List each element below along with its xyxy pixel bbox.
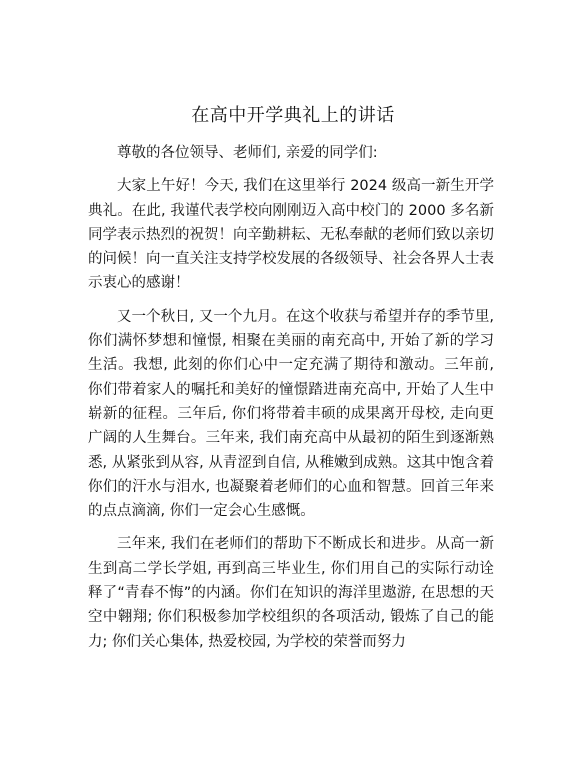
document-title: 在高中开学典礼上的讲话 bbox=[191, 105, 395, 126]
document-body bbox=[88, 141, 494, 654]
salutation: 尊敬的各位领导、老师们, 亲爱的同学们: bbox=[117, 145, 378, 161]
paragraph-1: 大家上午好！今天, 我们在这里举行 2024 级高一新生开学典礼。在此, 我谨代表学校向刚刚迈入高中校门的 2000 多名新同学表示热烈的祝贺！向辛勤耕耘、无私奉献的老师们致以亲切的问候！向一直关注支持学校发展的各级领导、社会各界人士表示衷心的感谢！ bbox=[88, 178, 494, 292]
paragraph-2: 又一个秋日, 又一个九月。在这个收获与希望并存的季节里, 你们满怀梦想和憧憬, 相聚在美丽的南充高中, 开始了新的学习生活。我想, 此刻的你们心中一定充满了期待和激动。三年前, 你们带着家人的嘱托和美好的憧憬踏进南充高中, 开始了人生中崭新的征程。三年后, 你们将带着丰硕的成果离开母校, 走向更广阔的人生舞台。三年来, 我们南充高中从最初的陌生到逐渐熟悉, 从紧张到从容, 从青涩到自信, 从稚嫩到成熟。这其中饱含着你们的汗水与泪水, 也凝聚着老师们的心血和智慧。回首三年来的点点滴滴, 你们一定会心生感慨。 bbox=[88, 308, 494, 520]
paragraph-3: 三年来, 我们在老师们的帮助下不断成长和进步。从高一新生到高二学长学姐, 再到高三毕业生, 你们用自己的实际行动诠释了“青春不悔”的内涵。你们在知识的海洋里遨游, 在思想的天空中翱翔; 你们积极参加学校组织的各项活动, 锻炼了自己的能力; 你们关心集体, 热爱校园, 为学校的荣誉而努力 bbox=[88, 536, 494, 650]
